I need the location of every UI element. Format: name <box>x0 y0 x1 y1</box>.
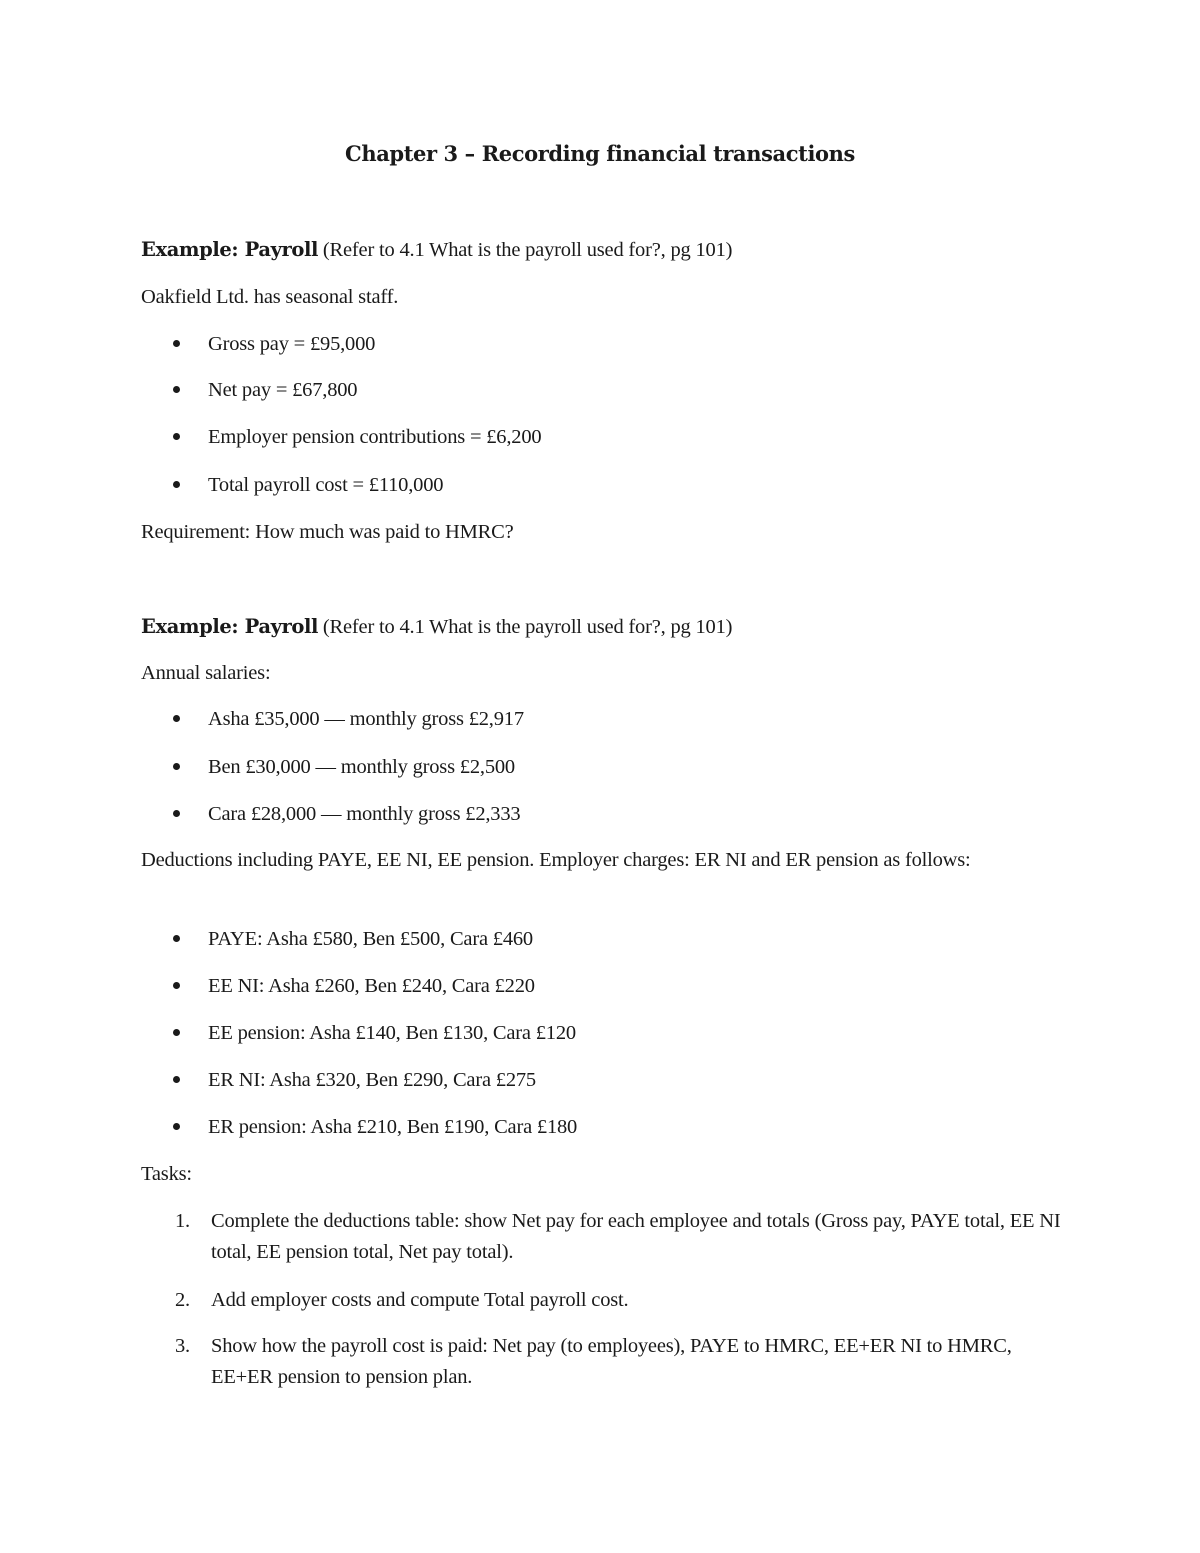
list-item: EE pension: Asha £140, Ben £130, Cara £120 <box>173 1018 576 1049</box>
list-item: PAYE: Asha £580, Ben £500, Cara £460 <box>173 924 533 955</box>
list-item: Total payroll cost = £110,000 <box>173 470 443 501</box>
task-item <box>175 1285 1061 1316</box>
list-item: Ben £30,000 — monthly gross £2,500 <box>173 752 515 783</box>
task-number: 2. <box>175 1289 190 1311</box>
task-item <box>175 1331 1061 1393</box>
example2-ref: (Refer to 4.1 What is the payroll used for?, pg 101) <box>318 616 733 638</box>
bullet-icon <box>173 386 180 393</box>
bullet-icon <box>173 1076 180 1083</box>
list-item: EE NI: Asha £260, Ben £240, Cara £220 <box>173 971 535 1002</box>
task-number: 1. <box>175 1210 190 1232</box>
list-item: Gross pay = £95,000 <box>173 329 375 360</box>
bullet-icon <box>173 481 180 488</box>
list-item: ER NI: Asha £320, Ben £290, Cara £275 <box>173 1065 536 1096</box>
example1-ref: (Refer to 4.1 What is the payroll used for?, pg 101) <box>318 239 733 261</box>
deductions-intro: Deductions including PAYE, EE NI, EE pension. Employer charges: ER NI and ER pension as follows: <box>141 849 971 871</box>
bullet-icon <box>173 1029 180 1036</box>
example2-heading <box>141 611 732 643</box>
bullet-icon <box>173 715 180 722</box>
task-number: 3. <box>175 1335 190 1357</box>
bullet-icon <box>173 982 180 989</box>
example1-requirement: Requirement: How much was paid to HMRC? <box>141 521 514 543</box>
bullet-icon <box>173 763 180 770</box>
example2-intro: Annual salaries: <box>141 662 271 684</box>
bullet-icon <box>173 433 180 440</box>
list-item: Cara £28,000 — monthly gross £2,333 <box>173 799 520 830</box>
bullet-icon <box>173 340 180 347</box>
page-title: Chapter 3 – Recording financial transactions <box>345 141 855 166</box>
example2-label: Example: Payroll <box>141 615 318 638</box>
task-text: Show how the payroll cost is paid: Net pay (to employees), PAYE to HMRC, EE+ER NI to HMRC, EE+ER pension to pension plan. <box>211 1335 1012 1388</box>
list-item: ER pension: Asha £210, Ben £190, Cara £180 <box>173 1112 577 1143</box>
example1-heading <box>141 234 732 266</box>
bullet-icon <box>173 1123 180 1130</box>
tasks-label: Tasks: <box>141 1163 192 1185</box>
task-item <box>175 1206 1061 1268</box>
example1-label: Example: Payroll <box>141 238 318 261</box>
list-item: Net pay = £67,800 <box>173 375 357 406</box>
list-item: Employer pension contributions = £6,200 <box>173 422 541 453</box>
task-text: Add employer costs and compute Total payroll cost. <box>211 1289 629 1311</box>
bullet-icon <box>173 810 180 817</box>
list-item: Asha £35,000 — monthly gross £2,917 <box>173 704 524 735</box>
bullet-icon <box>173 935 180 942</box>
example1-intro: Oakfield Ltd. has seasonal staff. <box>141 286 399 308</box>
task-text: Complete the deductions table: show Net pay for each employee and totals (Gross pay, PAYE total, EE NI total, EE pension total, Net pay total). <box>211 1210 1061 1263</box>
